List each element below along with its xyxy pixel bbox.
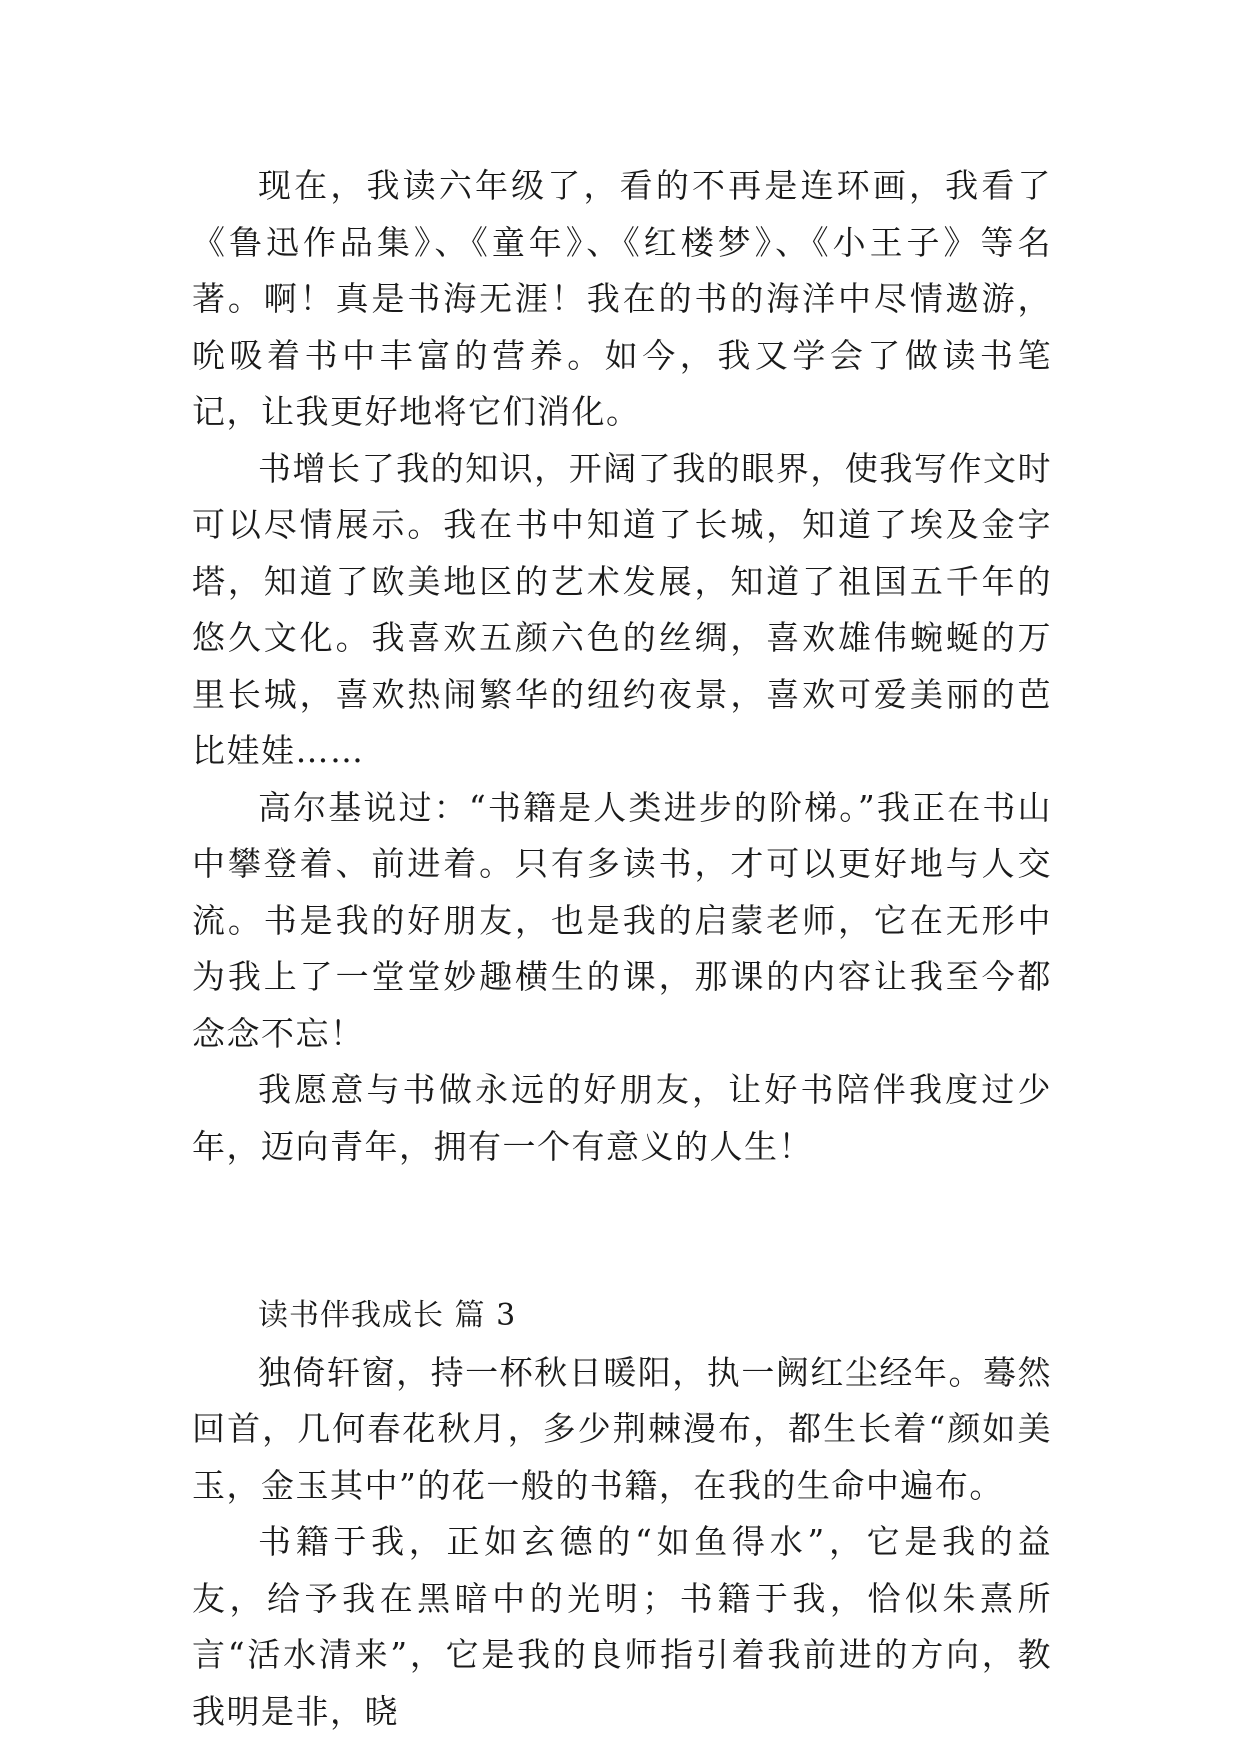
section-heading: 读书伴我成长 篇 3 [258, 1298, 517, 1333]
document-body [192, 158, 1052, 1740]
paragraph: 我愿意与书做永远的好朋友，让好书陪伴我度过少年，迈向青年，拥有一个有意义的人生！ [192, 1070, 1052, 1166]
paragraph: 现在，我读六年级了，看的不再是连环画，我看了《鲁迅作品集》、《童年》、《红楼梦》、《小王子》等名著。啊！真是书海无涯！我在的书的海洋中尽情遨游，吮吸着书中丰富的营养。如今，我又学会了做读书笔记，让我更好地将它们消化。 [192, 166, 1052, 431]
paragraph: 书增长了我的知识，开阔了我的眼界，使我写作文时可以尽情展示。我在书中知道了长城，知道了埃及金字塔，知道了欧美地区的艺术发展，知道了祖国五千年的悠久文化。我喜欢五颜六色的丝绸，喜欢雄伟蜿蜒的万里长城，喜欢热闹繁华的纽约夜景，喜欢可爱美丽的芭比娃娃…… [192, 448, 1052, 770]
paragraph: 书籍于我，正如玄德的“如鱼得水”，它是我的益友，给予我在黑暗中的光明；书籍于我，恰似朱熹所言“活水清来”，它是我的良师指引着我前进的方向，教我明是非，晓 [192, 1522, 1052, 1731]
paragraph: 高尔基说过：“书籍是人类进步的阶梯。”我正在书山中攀登着、前进着。只有多读书，才可以更好地与人交流。书是我的好朋友，也是我的启蒙老师，它在无形中为我上了一堂堂妙趣横生的课，那课的内容让我至今都念念不忘！ [192, 787, 1052, 1053]
section-gap [192, 1175, 1052, 1288]
paragraph: 独倚轩窗，持一杯秋日暖阳，执一阙红尘经年。蓦然回首，几何春花秋月，多少荆棘漫布，都生长着“颜如美玉，金玉其中”的花一般的书籍，在我的生命中遍布。 [192, 1352, 1052, 1505]
